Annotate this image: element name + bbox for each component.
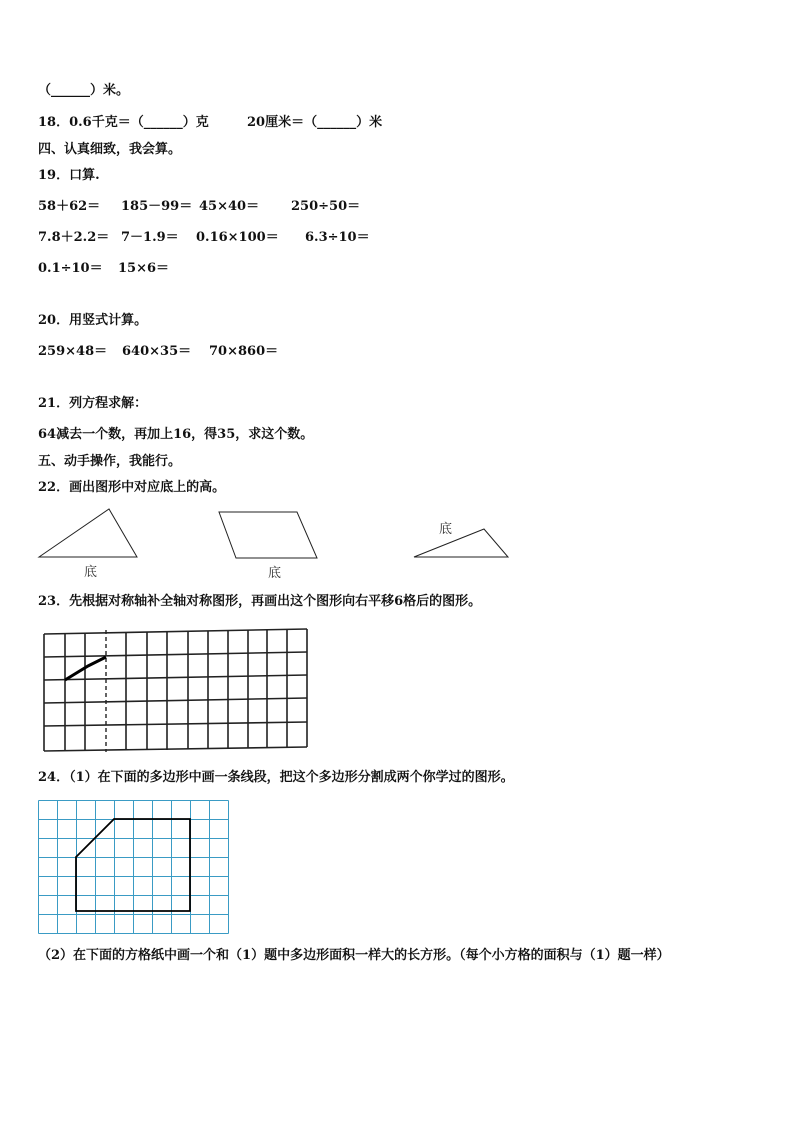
calc-7-minus-1.9: 7－1.9＝ bbox=[121, 230, 179, 245]
triangle-figure-2 bbox=[411, 526, 511, 560]
q18-part-a: 18．0.6千克＝（______）克 bbox=[38, 115, 209, 130]
answer-blank-meter: （______）米。 bbox=[38, 83, 130, 98]
q18-part-b: 20厘米＝（______）米 bbox=[247, 115, 383, 130]
calc-640-times-35: 640×35＝ bbox=[122, 344, 192, 359]
q24-part-2: （2）在下面的方格纸中画一个和（1）题中多边形面积一样大的长方形。（每个小方格的面积与（1）题一样） bbox=[38, 948, 670, 963]
calc-185-minus-99: 185－99＝ bbox=[121, 199, 193, 214]
calc-15-times-6: 15×6＝ bbox=[118, 261, 170, 276]
calc-6.3-div-10: 6.3÷10＝ bbox=[305, 230, 370, 245]
calc-58-plus-62: 58＋62＝ bbox=[38, 199, 101, 214]
base-label-3: 底 bbox=[439, 522, 453, 537]
q19-title: 19．口算. bbox=[38, 168, 100, 183]
q20-title: 20．用竖式计算。 bbox=[38, 313, 148, 328]
section-4-heading: 四、认真细致，我会算。 bbox=[38, 142, 182, 157]
q24-part-1: 24．（1）在下面的多边形中画一条线段，把这个多边形分割成两个你学过的图形。 bbox=[38, 770, 514, 785]
q21-title: 21．列方程求解： bbox=[38, 396, 148, 411]
base-label-2: 底 bbox=[268, 566, 282, 581]
polygon-grid bbox=[38, 800, 230, 934]
base-label-1: 底 bbox=[84, 565, 98, 580]
calc-7.8-plus-2.2: 7.8＋2.2＝ bbox=[38, 230, 110, 245]
calc-0.1-div-10: 0.1÷10＝ bbox=[38, 261, 103, 276]
calc-250-div-50: 250÷50＝ bbox=[291, 199, 361, 214]
triangle-figure-1 bbox=[36, 506, 140, 560]
parallelogram-figure bbox=[216, 509, 320, 561]
q21-body: 64减去一个数，再加上16，得35，求这个数。 bbox=[38, 427, 314, 442]
calc-70-times-860: 70×860＝ bbox=[209, 344, 279, 359]
q22-title: 22．画出图形中对应底上的高。 bbox=[38, 480, 226, 495]
section-5-heading: 五、动手操作，我能行。 bbox=[38, 454, 182, 469]
symmetry-grid bbox=[40, 626, 310, 754]
calc-45-times-40: 45×40＝ bbox=[199, 199, 260, 214]
calc-0.16-times-100: 0.16×100＝ bbox=[196, 230, 279, 245]
q23-title: 23．先根据对称轴补全轴对称图形，再画出这个图形向右平移6格后的图形。 bbox=[38, 594, 482, 609]
calc-259-times-48: 259×48＝ bbox=[38, 344, 108, 359]
